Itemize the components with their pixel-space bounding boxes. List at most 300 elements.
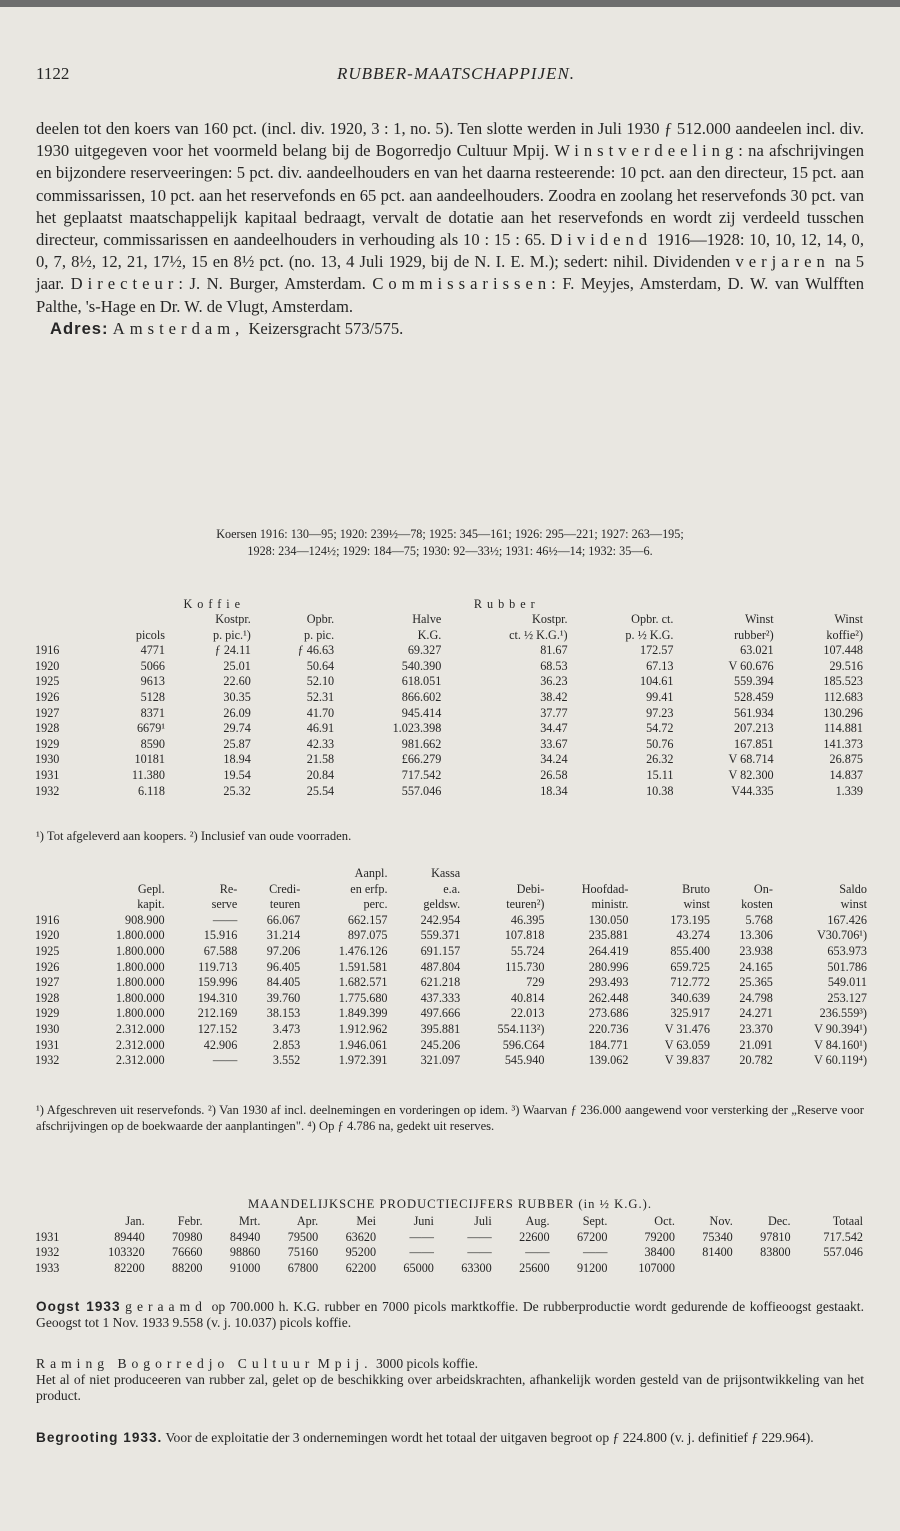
column-header: Debi-	[516, 881, 545, 896]
column-header: teuren²)	[506, 897, 545, 912]
year-cell: 1927	[35, 975, 60, 990]
raming-text-2: Het al of niet produceeren van rubber zal, gelet op de beschikking over arbeidskrachten, afhankelijk worden gesteld van de prijsontwikkeling van het product.	[36, 1372, 864, 1403]
table-cell: ƒ 24.11	[214, 643, 251, 658]
table-cell: 159.996	[197, 975, 238, 990]
header-row	[32, 866, 870, 882]
table-row	[32, 1053, 870, 1069]
column-header	[168, 866, 241, 882]
table-cell: 4771	[140, 643, 165, 658]
column-header: Nov.	[709, 1214, 733, 1228]
page-header	[36, 64, 876, 90]
table-cell: ——	[212, 912, 238, 927]
table-cell: 54.72	[646, 721, 674, 736]
table-cell: 1.800.000	[115, 959, 165, 974]
table-cell: 184.771	[588, 1037, 629, 1052]
column-header: p. pic.¹)	[212, 627, 251, 642]
table-cell: 38.42	[540, 689, 568, 704]
table-cell: 220.736	[588, 1021, 629, 1036]
table-cell: 557.046	[401, 783, 442, 798]
main-paragraph	[36, 118, 864, 318]
table-row	[32, 784, 866, 800]
table-row	[32, 659, 866, 675]
table-cell: 22.60	[223, 674, 251, 689]
column-header	[713, 866, 776, 882]
column-header: Saldo	[839, 881, 867, 896]
oogst-spaced: geraamd	[125, 1299, 207, 1314]
table-cell: ——	[467, 1245, 492, 1260]
table-cell: 42.906	[203, 1037, 238, 1052]
column-header	[32, 1214, 80, 1230]
begroting-text: Voor de exploitatie der 3 ondernemingen wordt het totaal der uitgaven begroot op ƒ 224.800 (v. j. definitief ƒ 229.964).	[165, 1430, 814, 1445]
table-cell: V 39.837	[664, 1053, 710, 1068]
table-cell: 1.800.000	[115, 990, 165, 1005]
column-header: Kassa	[431, 866, 461, 880]
table-cell: 340.639	[670, 990, 710, 1005]
table-cell: ——	[525, 1245, 550, 1260]
table-cell: 23.938	[739, 943, 773, 958]
table-cell: 11.380	[131, 767, 165, 782]
column-header	[32, 897, 80, 913]
year-cell: 1926	[35, 689, 60, 704]
table-row	[32, 944, 870, 960]
table-cell: 21.091	[739, 1037, 773, 1052]
table-cell: V 68.714	[728, 752, 774, 767]
table-cell: 98860	[229, 1245, 261, 1260]
table-cell: 659.725	[670, 959, 710, 974]
table-cell: £66.279	[401, 752, 442, 767]
group-koffie: Koffie	[183, 597, 246, 611]
year-cell: 1920	[35, 658, 60, 673]
table-cell: 207.213	[734, 721, 774, 736]
table-cell: 717.542	[823, 1229, 863, 1244]
table-cell: V 84.160¹)	[814, 1037, 867, 1052]
table-cell: 55.724	[510, 943, 545, 958]
year-cell: 1931	[35, 1229, 60, 1244]
top-border	[0, 0, 900, 7]
column-header: Opbr.	[306, 612, 335, 626]
table-cell: 235.881	[588, 928, 629, 943]
table-cell: V44.335	[731, 783, 774, 798]
table-cell: 618.051	[401, 674, 442, 689]
table-cell: 76660	[172, 1245, 203, 1260]
table-cell: 6.118	[137, 783, 165, 798]
table-row	[32, 1006, 870, 1022]
table-cell: 36.23	[540, 674, 568, 689]
table-row	[32, 1022, 870, 1038]
column-header: geldsw.	[423, 897, 461, 912]
table-cell: 67200	[576, 1229, 608, 1244]
table-row	[32, 991, 870, 1007]
table-cell: 1.849.399	[338, 1006, 388, 1021]
year-cell: 1927	[35, 705, 60, 720]
column-header: winst	[683, 897, 710, 912]
table-cell: 84.405	[266, 975, 301, 990]
column-header	[91, 612, 168, 628]
column-header: winst	[840, 897, 867, 912]
verjaren-label: verjaren	[735, 252, 830, 272]
table-cell: 63620	[345, 1229, 377, 1244]
table-cell: 855.400	[670, 943, 710, 958]
table-cell: 10.38	[646, 783, 674, 798]
column-header: Kostpr.	[532, 612, 568, 626]
year-cell: 1932	[35, 783, 60, 798]
table-cell: 2.312.000	[115, 1053, 165, 1068]
table-cell: 37.77	[540, 705, 568, 720]
column-header: Aanpl.	[354, 866, 388, 880]
table-cell: 1.682.571	[338, 975, 388, 990]
koffie-rubber-table	[32, 597, 866, 799]
table-cell: 42.33	[306, 736, 335, 751]
table-cell: 18.34	[540, 783, 568, 798]
header-row	[32, 1214, 866, 1230]
table-cell: 46.395	[510, 912, 545, 927]
text-p1f: : F. Meyjes, Amsterdam, D. W. van Wulfften Palthe, 's-Hage en Dr. W. de Vlugt, Amsterdam.	[36, 274, 865, 316]
table-cell: 559.371	[420, 928, 461, 943]
table-cell: 67.13	[646, 658, 674, 673]
column-header: On-	[753, 881, 773, 896]
company-description	[36, 118, 864, 340]
table-cell: 1.972.391	[338, 1053, 388, 1068]
column-header	[240, 866, 303, 882]
table-cell: 1.912.962	[338, 1021, 388, 1036]
column-header	[32, 882, 80, 898]
table-cell: 1.339	[835, 783, 863, 798]
table-cell: 717.542	[401, 767, 442, 782]
column-header: Febr.	[177, 1214, 203, 1228]
table-cell: 1.800.000	[115, 975, 165, 990]
table-cell	[794, 1261, 866, 1277]
table-row	[32, 674, 866, 690]
header-row	[32, 612, 866, 628]
table-cell: 5128	[140, 689, 165, 704]
table-cell: 395.881	[420, 1021, 461, 1036]
table-cell: 1.800.000	[115, 1006, 165, 1021]
column-header: Jan.	[125, 1214, 145, 1228]
dividend-label: Dividend	[550, 230, 653, 250]
table-row	[32, 1230, 866, 1246]
oogst-paragraph	[36, 1299, 864, 1331]
adres-street: Keizersgracht 573/575.	[248, 318, 404, 338]
year-cell: 1933	[35, 1260, 60, 1275]
table-cell: 321.097	[420, 1053, 461, 1068]
table-cell: 559.394	[734, 674, 774, 689]
table-cell: 8590	[140, 736, 165, 751]
table-cell: 104.61	[639, 674, 674, 689]
table-cell: 554.113²)	[497, 1021, 545, 1036]
table-cell: 91000	[229, 1260, 261, 1275]
table-cell: 43.274	[676, 928, 710, 943]
table-cell: 25.365	[739, 975, 773, 990]
table-cell: 729	[526, 975, 545, 990]
table-cell: 561.934	[734, 705, 774, 720]
table-cell: V 60.119⁴)	[814, 1053, 867, 1068]
table-cell: 30.35	[223, 689, 251, 704]
table-cell: 81400	[702, 1245, 733, 1260]
table-cell: V 60.676	[728, 658, 774, 673]
table1-group-row	[32, 597, 866, 612]
table-cell: 437.333	[420, 990, 461, 1005]
column-header	[80, 866, 167, 882]
table-cell: 9613	[140, 674, 165, 689]
table-cell: 79200	[644, 1229, 675, 1244]
table-cell: 1.800.000	[115, 943, 165, 958]
table-row	[32, 768, 866, 784]
table-cell: 63300	[461, 1260, 492, 1275]
table-cell: 557.046	[823, 1245, 863, 1260]
table-cell: 50.76	[646, 736, 674, 751]
table-cell: 3.552	[272, 1053, 301, 1068]
table-cell: 253.127	[827, 990, 867, 1005]
table-cell: 68.53	[540, 658, 568, 673]
year-cell: 1930	[35, 752, 60, 767]
table-cell: 24.165	[739, 959, 773, 974]
table-cell: 866.602	[401, 689, 442, 704]
column-header: p. pic.	[304, 627, 335, 642]
table-cell: 15.916	[203, 928, 238, 943]
table-cell: 15.11	[646, 767, 674, 782]
table-cell: 139.062	[588, 1053, 629, 1068]
table-cell: 79500	[287, 1229, 319, 1244]
table-row	[32, 1038, 870, 1054]
table-cell: 130.050	[588, 912, 629, 927]
table-cell: 70980	[172, 1229, 203, 1244]
table-cell: 167.426	[827, 912, 867, 927]
column-header: kapit.	[137, 897, 165, 912]
column-header: Winst	[834, 612, 863, 626]
column-header: perc.	[363, 897, 388, 912]
table-cell: 114.881	[823, 721, 863, 736]
table-cell: 172.57	[639, 643, 674, 658]
year-cell: 1916	[35, 643, 60, 658]
column-header	[631, 866, 713, 882]
table-row	[32, 913, 870, 929]
year-cell: 1928	[35, 721, 60, 736]
table-cell: 1.023.398	[392, 721, 442, 736]
year-cell: 1925	[35, 674, 60, 689]
text-p1d: na 5 jaar.	[36, 252, 864, 294]
table-cell: 1.476.126	[338, 943, 388, 958]
koersen-line-2: 1928: 234—124½; 1929: 184—75; 1930: 92—33½; 1931: 46½—14; 1932: 35—6.	[247, 544, 653, 558]
column-header: serve	[211, 897, 238, 912]
table-cell: 6679¹	[136, 721, 165, 736]
column-header: Mei	[356, 1214, 377, 1228]
oogst-text: op 700.000 h. K.G. rubber en 7000 picols marktkoffie. De rubberproductie wordt gedurende de koffieoogst gestaakt. Geoogst tot 1 Nov. 1933 9.558 (v. j. 10.037) picols koffie.	[36, 1299, 864, 1330]
year-cell: 1920	[35, 928, 60, 943]
column-header: Credi-	[269, 881, 301, 896]
table-cell: 1.946.061	[338, 1037, 388, 1052]
table-cell: 40.814	[510, 990, 545, 1005]
column-header	[463, 866, 547, 882]
table-cell: 653.973	[827, 943, 867, 958]
monthly-title: MAANDELIJKSCHE PRODUCTIECIJFERS RUBBER (in ½ K.G.).	[247, 1197, 652, 1211]
table-row	[32, 737, 866, 753]
column-header: Hoofdad-	[581, 881, 629, 896]
table-row	[32, 752, 866, 768]
table-cell: 14.837	[829, 767, 863, 782]
raming-paragraph	[36, 1356, 864, 1404]
koersen-line-1: Koersen 1916: 130—95; 1920: 239½—78; 1925: 345—161; 1926: 295—221; 1927: 263—195;	[216, 527, 684, 541]
table-cell: 2.853	[272, 1037, 301, 1052]
column-header: Halve	[412, 612, 442, 626]
table-cell: 194.310	[197, 990, 238, 1005]
table-row	[32, 960, 870, 976]
table-cell: 97810	[760, 1229, 791, 1244]
table-cell: 29.74	[223, 721, 251, 736]
table-cell: 89440	[114, 1229, 145, 1244]
column-header: Bruto	[682, 881, 710, 896]
table-cell: 621.218	[420, 975, 461, 990]
table-cell: 82200	[114, 1260, 145, 1275]
column-header: Mrt.	[239, 1214, 261, 1228]
table-cell: 95200	[345, 1245, 377, 1260]
table-cell: 662.157	[347, 912, 388, 927]
table-cell: 236.559³)	[819, 1006, 867, 1021]
table-cell: 75340	[702, 1229, 733, 1244]
table-cell: 25.32	[223, 783, 251, 798]
column-header: Totaal	[832, 1214, 863, 1228]
monthly-production-table	[32, 1214, 866, 1276]
table-cell: 712.772	[670, 975, 710, 990]
table-cell: 26.09	[223, 705, 251, 720]
header-row	[32, 897, 870, 913]
column-header: Winst	[745, 612, 774, 626]
table-cell: 81.67	[540, 643, 568, 658]
table-cell: 69.327	[407, 643, 442, 658]
page-number: 1122	[36, 64, 70, 83]
table-cell: 31.214	[266, 928, 301, 943]
table-cell: 173.195	[670, 912, 710, 927]
column-header: Sept.	[582, 1214, 608, 1228]
table-cell: 13.306	[739, 928, 773, 943]
table-cell: 245.206	[420, 1037, 461, 1052]
table-cell: 65000	[403, 1260, 434, 1275]
group-rubber: Rubber	[473, 597, 540, 611]
raming-label-2: Mpij.	[317, 1356, 373, 1371]
table-cell: 107000	[638, 1260, 675, 1275]
table-cell: 981.662	[401, 736, 442, 751]
table2-footnote: ¹) Afgeschreven uit reservefonds. ²) Van 1930 af incl. deelnemingen en vorderingen op idem. ³) Waarvan ƒ 236.000 aangewend voor versterking der „Reserve voor afschrijvingen op de boekwaarde der aanplantingen". ⁴) Op ƒ 4.786 na, gedekt uit reserves.	[36, 1103, 864, 1133]
winstverdeeling-label: Winstverdeeling	[554, 141, 739, 161]
table-row	[32, 928, 870, 944]
table-cell: 1.591.581	[338, 959, 388, 974]
table-cell: 67800	[287, 1260, 319, 1275]
begroting-paragraph	[36, 1430, 864, 1446]
table-cell: 25.54	[306, 783, 335, 798]
table-cell: 497.666	[420, 1006, 461, 1021]
header-row	[32, 882, 870, 898]
column-header: Oct.	[654, 1214, 675, 1228]
table-cell: 21.58	[306, 752, 335, 767]
table-cell: 185.523	[823, 674, 863, 689]
year-cell: 1932	[35, 1053, 60, 1068]
table-cell: 10181	[134, 752, 165, 767]
year-cell: 1931	[35, 767, 60, 782]
column-header: Apr.	[296, 1214, 319, 1228]
table-cell: 25600	[519, 1260, 550, 1275]
table-cell: 38.153	[266, 1006, 301, 1021]
year-cell: 1929	[35, 736, 60, 751]
table-cell: 19.54	[223, 767, 251, 782]
year-cell: 1928	[35, 990, 60, 1005]
table-cell: 22.013	[510, 1006, 545, 1021]
adres-city: Amsterdam,	[112, 318, 245, 338]
header-row	[32, 628, 866, 644]
column-header: koffie²)	[826, 627, 863, 642]
table-cell: 167.851	[734, 736, 774, 751]
table-cell: 50.64	[306, 658, 335, 673]
table-cell: 540.390	[401, 658, 442, 673]
table-cell: 99.41	[646, 689, 674, 704]
table-cell: 119.713	[198, 959, 238, 974]
table-cell: 26.58	[540, 767, 568, 782]
table-cell: 24.271	[739, 1006, 773, 1021]
table-cell: 280.996	[588, 959, 629, 974]
table-cell: ——	[467, 1229, 492, 1244]
column-header: picols	[135, 627, 165, 642]
table-cell: ——	[409, 1245, 434, 1260]
table-cell: V30.706¹)	[816, 928, 867, 943]
column-header: en erfp.	[350, 881, 388, 896]
table-cell: V 90.394¹)	[814, 1021, 867, 1036]
table-cell: 115.730	[505, 959, 545, 974]
table-cell: 262.448	[588, 990, 629, 1005]
table-cell: 83800	[760, 1245, 791, 1260]
table-cell: 88200	[172, 1260, 203, 1275]
table-cell: 91200	[576, 1260, 608, 1275]
table-cell: 63.021	[740, 643, 774, 658]
table-cell: 1.775.680	[338, 990, 388, 1005]
year-cell: 1925	[35, 943, 60, 958]
table-cell: 97.23	[646, 705, 674, 720]
table-cell	[678, 1261, 736, 1277]
column-header: K.G.	[417, 627, 442, 642]
table-cell: V 63.059	[664, 1037, 710, 1052]
raming-text-1: 3000 picols koffie.	[375, 1356, 479, 1371]
column-header	[32, 628, 91, 644]
column-header: Juli	[474, 1214, 492, 1228]
table-cell: 25.01	[223, 658, 251, 673]
column-header: ministr.	[591, 897, 629, 912]
table-row	[32, 1261, 866, 1277]
text-p1c: 1916—1928: 10, 10, 12, 14, 0, 0, 7, 8½, 12, 21, 17½, 15 en 8½ pct. (no. 13, 4 Juli 1929, bij de N. I. E. M.); sedert: nihil. Dividenden	[36, 230, 864, 272]
column-header	[32, 612, 91, 628]
table-cell: 5066	[140, 658, 165, 673]
table-row	[32, 706, 866, 722]
table-cell: 107.448	[823, 643, 863, 658]
year-cell: 1929	[35, 1006, 60, 1021]
column-header: Aug.	[525, 1214, 550, 1228]
table-row	[32, 975, 870, 991]
table-cell: 29.516	[829, 658, 863, 673]
table-cell: 2.312.000	[115, 1037, 165, 1052]
column-header: Dec.	[767, 1214, 791, 1228]
column-header: ct. ½ K.G.¹)	[509, 627, 568, 642]
table-cell: 691.157	[420, 943, 461, 958]
table-cell: 549.011	[827, 975, 867, 990]
table-cell: 34.24	[540, 752, 568, 767]
table-cell: 8371	[140, 705, 165, 720]
table-cell: 1.800.000	[115, 928, 165, 943]
text-p1e: : J. N. Burger, Amsterdam.	[178, 274, 366, 294]
table-cell: 293.493	[588, 975, 629, 990]
table-cell: 20.782	[739, 1053, 773, 1068]
table-cell: 25.87	[223, 736, 251, 751]
column-header: kosten	[741, 897, 773, 912]
table-cell: 501.786	[827, 959, 867, 974]
table-cell: 487.804	[420, 959, 461, 974]
column-header: Opbr. ct.	[631, 612, 674, 626]
table-cell: 5.768	[745, 912, 773, 927]
